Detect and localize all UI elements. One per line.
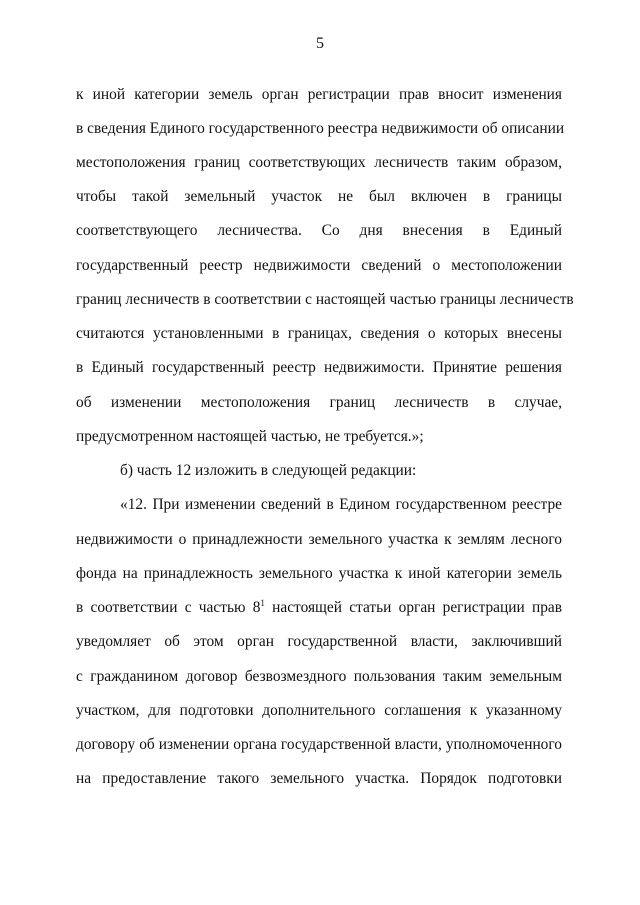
text-line: с гражданином договор безвозмездного пользования таким земельным (76, 668, 562, 685)
text-line-with-superscript (76, 597, 562, 619)
text-line: в Единый государственный реестр недвижимости. Принятие решения (76, 359, 562, 376)
text-segment: настоящей статьи орган регистрации прав (264, 599, 562, 616)
text-segment: в соответствии с частью 8 (76, 599, 261, 616)
text-line: границ лесничеств в соответствии с настоящей частью границы лесничеств (76, 291, 574, 308)
text-line: местоположения границ соответствующих лесничеств таким образом, (76, 154, 562, 171)
text-line: об изменении местоположения границ лесничеств в случае, (76, 394, 562, 411)
text-line: на предоставление такого земельного участка. Порядок подготовки (76, 770, 562, 787)
text-line: участком, для подготовки дополнительного соглашения к указанному (76, 702, 562, 719)
page-number: 5 (316, 35, 324, 52)
superscript: 1 (260, 598, 265, 608)
text-line: чтобы такой земельный участок не был включен в границы (76, 188, 562, 205)
text-line: договору об изменении органа государственной власти, уполномоченного (76, 736, 562, 753)
text-line: предусмотренном настоящей частью, не требуется.»; (76, 428, 424, 445)
text-line: государственный реестр недвижимости сведений о местоположении (76, 257, 562, 274)
text-line: фонда на принадлежность земельного участка к иной категории земель (76, 565, 562, 582)
text-line: к иной категории земель орган регистрации прав вносит изменения (76, 86, 562, 103)
text-line: в сведения Единого государственного реестра недвижимости об описании (76, 120, 565, 137)
text-line: соответствующего лесничества. Со дня внесения в Единый (76, 222, 562, 239)
text-line: «12. При изменении сведений в Едином государственном реестре (120, 496, 562, 513)
text-line: считаются установленными в границах, сведения о которых внесены (76, 325, 562, 342)
text-line: б) часть 12 изложить в следующей редакции: (120, 462, 417, 479)
text-line: недвижимости о принадлежности земельного участка к землям лесного (76, 531, 562, 548)
text-line: уведомляет об этом орган государственной власти, заключивший (76, 633, 562, 650)
